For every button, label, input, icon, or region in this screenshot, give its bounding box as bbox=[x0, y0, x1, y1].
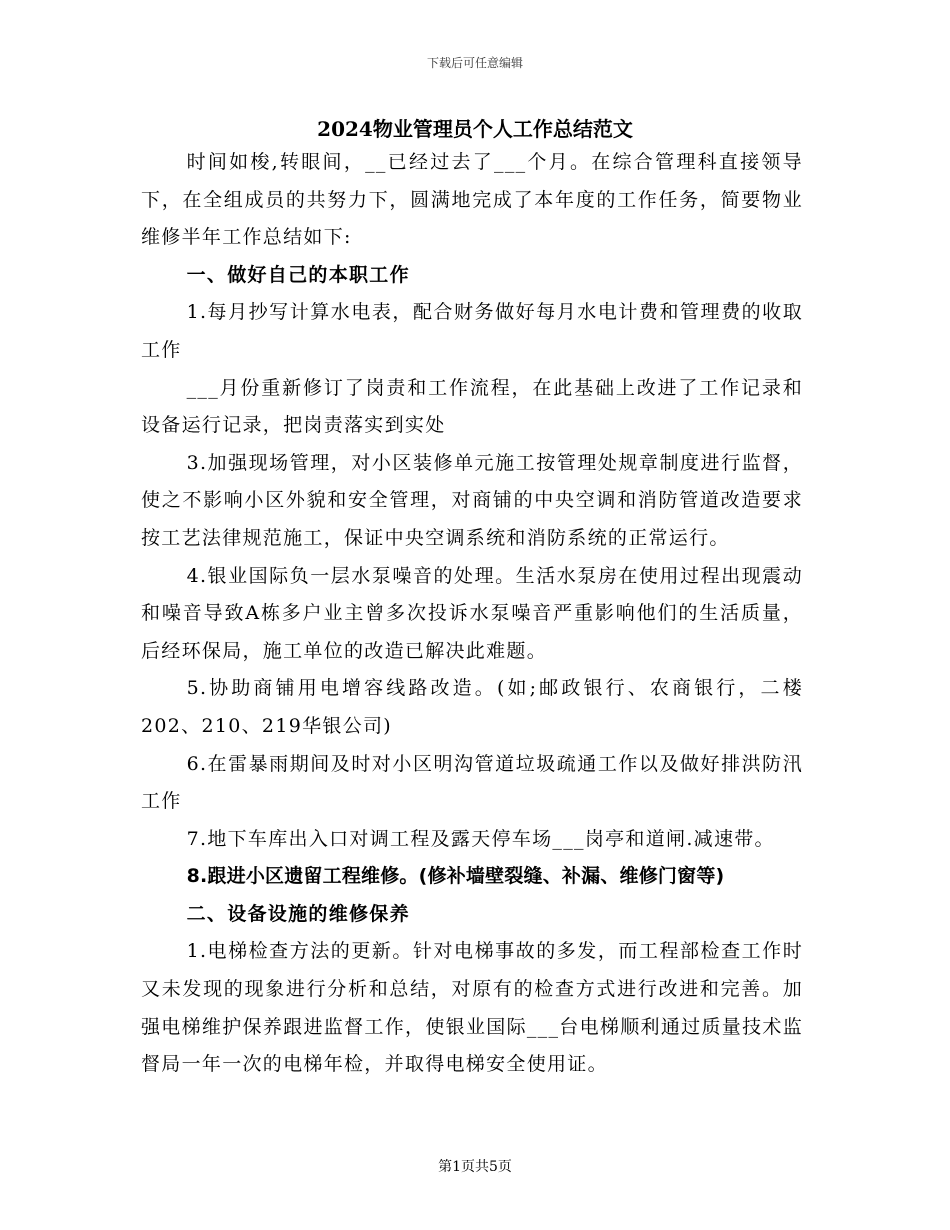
list-item: 4.银业国际负一层水泵噪音的处理。生活水泵房在使用过程出现震动和噪音导致A栋多户业主曾多次投诉水泵噪音严重影响他们的生活质量，后经环保局，施工单位的改造已解决此难题。 bbox=[141, 564, 803, 662]
list-item: 3.加强现场管理，对小区装修单元施工按管理处规章制度进行监督，使之不影响小区外貌和安全管理，对商铺的中央空调和消防管道改造要求按工艺法律规范施工，保证中央空调系统和消防系统的正常运行。 bbox=[141, 451, 803, 549]
list-item: 5.协助商铺用电增容线路改造。(如;邮政银行、农商银行，二楼202、210、219华银公司) bbox=[141, 677, 803, 737]
list-item: 7.地下车库出入口对调工程及露天停车场___岗亭和道闸.减速带。 bbox=[186, 827, 775, 850]
intro-paragraph: 时间如梭,转眼间，__已经过去了___个月。在综合管理科直接领导下，在全组成员的共努力下，圆满地完成了本年度的工作任务，简要物业维修半年工作总结如下: bbox=[141, 151, 803, 249]
section-heading-1: 一、做好自己的本职工作 bbox=[186, 263, 410, 286]
list-item: ___月份重新修订了岗责和工作流程，在此基础上改进了工作记录和设备运行记录，把岗责落实到实处 bbox=[141, 376, 803, 437]
list-item: 6.在雷暴雨期间及时对小区明沟管道垃圾疏通工作以及做好排洪防汛工作 bbox=[141, 752, 803, 813]
list-item: 1.每月抄写计算水电表，配合财务做好每月水电计费和管理费的收取工作 bbox=[141, 301, 803, 361]
list-item: 1.电梯检查方法的更新。针对电梯事故的多发，而工程部检查工作时又未发现的现象进行分析和总结，对原有的检查方式进行改进和完善。加强电梯维护保养跟进监督工作，使银业国际___台电梯顺利通过质量技术监督局一年一次的电梯年检，并取得电梯安全使用证。 bbox=[141, 940, 803, 1076]
document-title: 2024物业管理员个人工作总结范文 bbox=[317, 117, 633, 141]
page-number: 第1页共5页 bbox=[438, 1159, 512, 1175]
list-item-bold: 8.跟进小区遗留工程维修。(修补墙壁裂缝、补漏、维修门窗等) bbox=[186, 865, 725, 888]
document-body bbox=[141, 144, 803, 1084]
header-note: 下载后可任意编辑 bbox=[426, 56, 523, 70]
section-heading-2: 二、设备设施的维修保养 bbox=[186, 902, 410, 925]
